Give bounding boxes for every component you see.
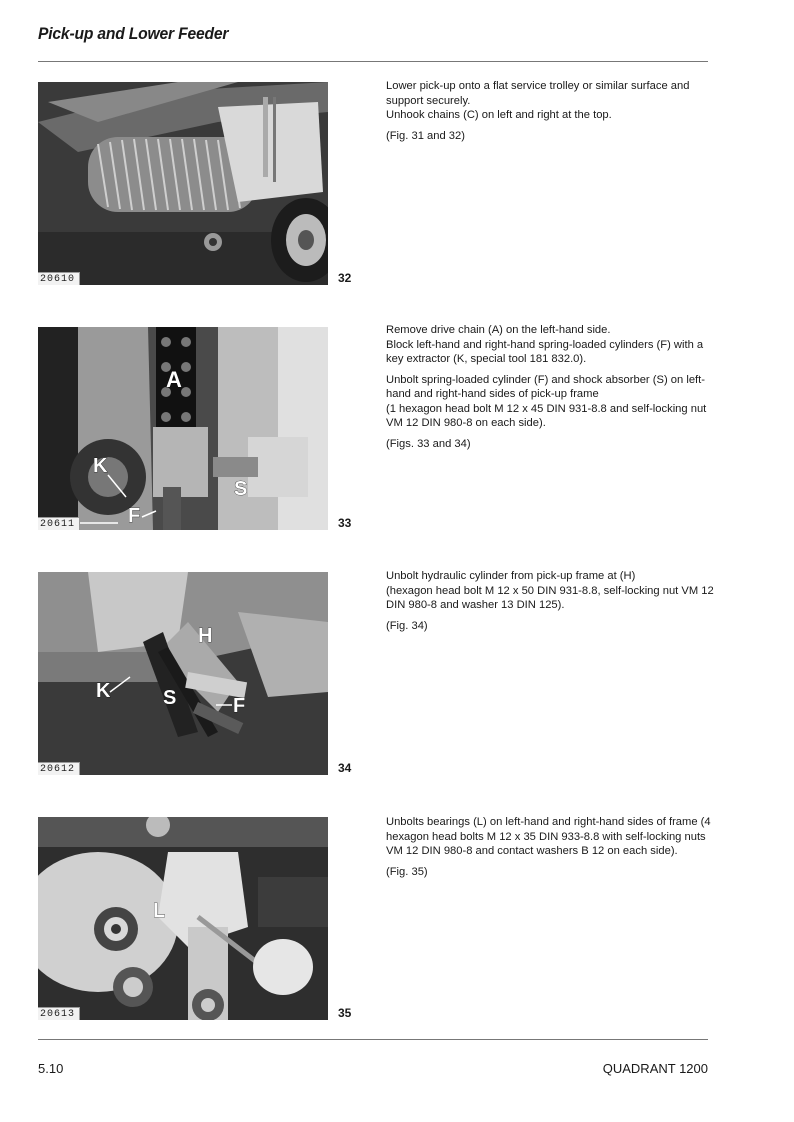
figure-number: 33: [338, 516, 352, 530]
figure-number: 34: [338, 761, 352, 775]
hydraulic-cylinder-photo-illustration: [38, 572, 328, 775]
photo-fig-34: [38, 572, 328, 775]
callout-label: F: [233, 695, 246, 717]
callout-label: A: [166, 367, 182, 392]
instruction-text: Lower pick-up onto a flat service trolley or similar surface and support securely. Unhook chains (C) on left and right at the top.: [386, 80, 690, 121]
photo-code: 20611: [38, 517, 80, 530]
figure-reference: (Fig. 34): [386, 619, 428, 632]
instruction-text: Unbolt spring-loaded cylinder (F) and shock absorber (S) on left-hand and right-hand sides of pick-up frame (1 hexagon head bolt M 12 x 45 DIN 931-8.8 and self-locking nut VM 12 DIN 980-8 on each side).: [386, 373, 707, 429]
header-divider: [38, 61, 708, 62]
photo-code: 20612: [38, 762, 80, 775]
model-name: QUADRANT 1200: [602, 1061, 708, 1076]
drive-chain-photo-illustration: [38, 327, 328, 530]
page-number: 5.10: [38, 1061, 64, 1076]
photo-code: 20610: [38, 272, 80, 285]
callout-label: H: [198, 625, 213, 647]
instruction-block-fig-33: [386, 323, 716, 457]
photo-fig-33: [38, 327, 328, 530]
figure-reference: (Fig. 31 and 32): [386, 129, 465, 142]
photo-fig-32: [38, 82, 328, 285]
callout-label: L: [153, 900, 166, 922]
callout-label: S: [234, 478, 248, 500]
page-title: Pick-up and Lower Feeder: [38, 24, 229, 43]
instruction-block-fig-34: [386, 569, 716, 639]
callout-label: S: [163, 687, 177, 709]
callout-label: K: [96, 680, 111, 702]
figure-reference: (Figs. 33 and 34): [386, 437, 471, 450]
photo-fig-35: [38, 817, 328, 1020]
figure-reference: (Fig. 35): [386, 865, 428, 878]
instruction-text: Unbolts bearings (L) on left-hand and right-hand sides of frame (4 hexagon head bolts M 12 x 35 DIN 933-8.8 with self-locking nuts VM 12 DIN 980-8 and contact washers B 12 on each side).: [386, 816, 711, 857]
instruction-block-fig-35: [386, 815, 716, 885]
instruction-block-fig-32: [386, 79, 716, 149]
figure-number: 32: [338, 271, 352, 285]
photo-code: 20613: [38, 1007, 80, 1020]
callout-label: F: [128, 505, 141, 527]
footer-divider: [38, 1039, 708, 1040]
instruction-text: Remove drive chain (A) on the left-hand side. Block left-hand and right-hand spring-loaded cylinders (F) with a key extractor (K, special tool 181 832.0).: [386, 324, 704, 365]
callout-label: K: [93, 455, 108, 477]
bearing-photo-illustration: [38, 817, 328, 1020]
instruction-text: Unbolt hydraulic cylinder from pick-up frame at (H) (hexagon head bolt M 12 x 50 DIN 931-8.8, self-locking nut VM 12 DIN 980-8 and washer 13 DIN 125).: [386, 570, 714, 611]
pickup-photo-illustration: [38, 82, 328, 285]
figure-number: 35: [338, 1006, 352, 1020]
